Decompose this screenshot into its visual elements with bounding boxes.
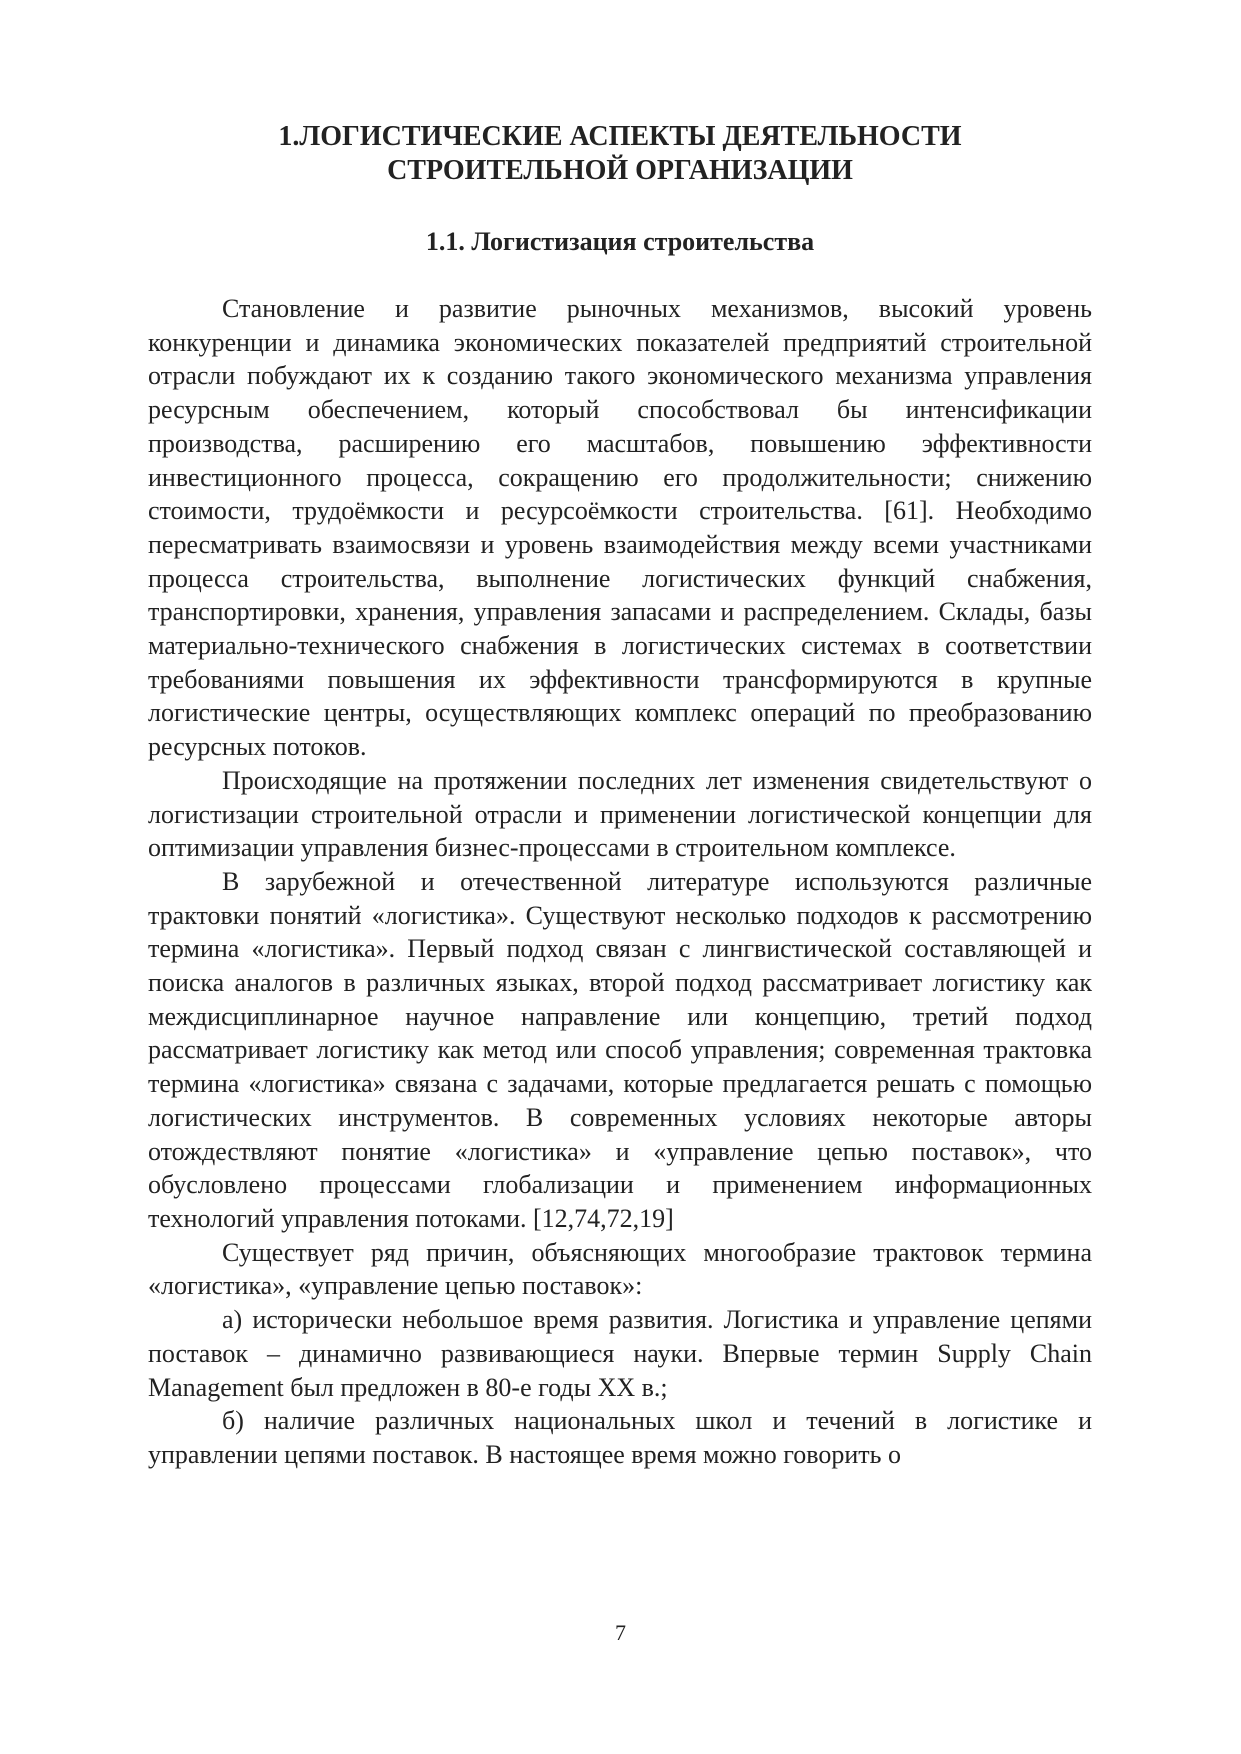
chapter-title-line-2: СТРОИТЕЛЬНОЙ ОРГАНИЗАЦИИ: [387, 155, 853, 186]
section-title: 1.1. Логистизация строительства: [425, 227, 815, 256]
chapter-title-line-1: 1.ЛОГИСТИЧЕСКИЕ АСПЕКТЫ ДЕЯТЕЛЬНОСТИ: [278, 121, 962, 152]
page-body: [148, 120, 1092, 1472]
paragraph-2: Происходящие на протяжении последних лет изменения свидетельствуют о логистизации строительной отрасли и применении логистической концепции для оптимизации управления бизнес-процессами в строительном комплексе.: [148, 765, 1092, 863]
paragraph-3: В зарубежной и отечественной литературе используются различные трактовки понятий «логистика». Существуют несколько подходов к рассмотрению термина «логистика». Первый подход связан с лингвистической составляющей и поиска аналогов в различных языках, второй подход рассматривает логистику как междисциплинарное научное направление или концепцию, третий подход рассматривает логистику как метод или способ управления; современная трактовка термина «логистика» связана с задачами, которые предлагается решать с помощью логистических инструментов. В современных условиях некоторые авторы отождествляют понятие «логистика» и «управление цепью поставок», что обусловлено процессами глобализации и применением информационных технологий управления потоками. [12,74,72,19]: [148, 866, 1092, 1233]
paragraph-1: Становление и развитие рыночных механизмов, высокий уровень конкуренции и динамика экономических показателей предприятий строительной отрасли побуждают их к созданию такого экономического механизма управления ресурсным обеспечением, который способствовал бы интенсификации производства, расширению его масштабов, повышению эффективности инвестиционного процесса, сокращению его продолжительности; снижению стоимости, трудоёмкости и ресурсоёмкости строительства. [61]. Необходимо пересматривать взаимосвязи и уровень взаимодействия между всеми участниками процесса строительства, выполнение логистических функций снабжения, транспортировки, хранения, управления запасами и распределением. Склады, базы материально-технического снабжения в логистических системах в соответствии требованиями повышения их эффективности трансформируются в крупные логистические центры, осуществляющих комплекс операций по преобразованию ресурсных потоков.: [148, 294, 1092, 762]
paragraph-5: а) исторически небольшое время развития. Логистика и управление цепями поставок – динамично развивающиеся науки. Впервые термин Supply Chain Management был предложен в 80-е годы XX в.;: [148, 1305, 1092, 1402]
page-number: 7: [615, 1620, 626, 1645]
paragraph-4: Существует ряд причин, объясняющих многообразие трактовок термина «логистика», «управление цепью поставок»:: [148, 1237, 1092, 1301]
chapter-title: [148, 120, 1092, 188]
paragraph-6: б) наличие различных национальных школ и течений в логистике и управлении цепями поставок. В настоящее время можно говорить о: [148, 1406, 1092, 1469]
